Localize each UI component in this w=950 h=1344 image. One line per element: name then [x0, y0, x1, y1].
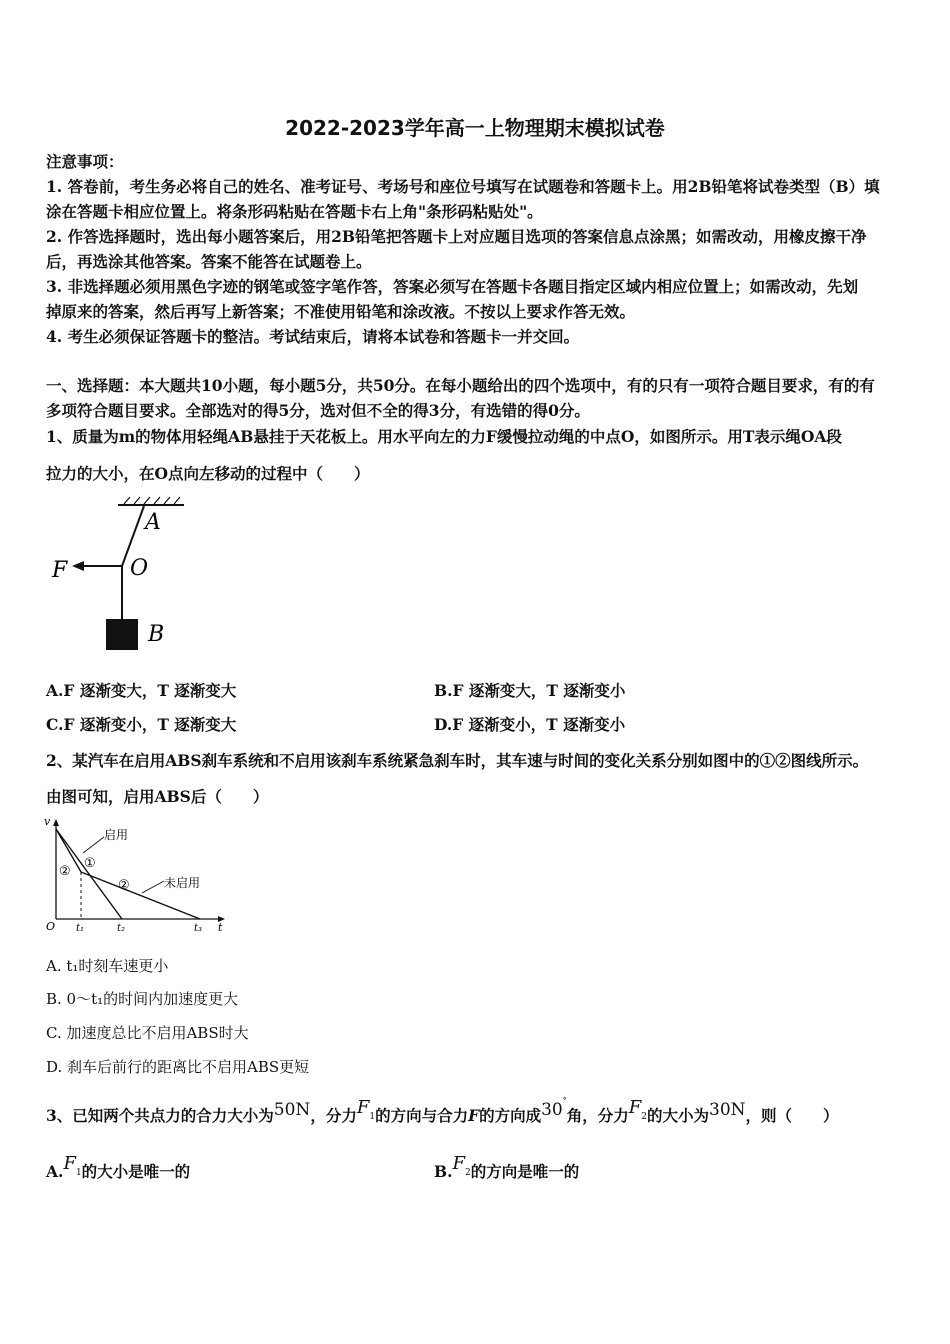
svg-text:t₁: t₁ [76, 923, 85, 934]
label-B: B [148, 622, 165, 647]
question-2-figure [44, 815, 229, 935]
q2-option-d[interactable]: D. 刹车后前行的距离比不启用ABS更短 [46, 1058, 310, 1076]
notice-line: 掉原来的答案，然后再写上新答案；不准使用铅笔和涂改液。不按以上要求作答无效。 [46, 302, 636, 321]
svg-text:t₂: t₂ [117, 923, 126, 934]
svg-text:v: v [44, 815, 51, 828]
question-1-stem: 拉力的大小，在O点向左移动的过程中（ ） [46, 464, 370, 483]
question-3-stem: 3、已知两个共点力的合力大小为50N，分力$F_1$的方向与合力F的方向成30°角，分力$F_2$的大小为30N，则（ ） [46, 1096, 839, 1126]
notice-line: 后，再选涂其他答案。答案不能答在试题卷上。 [46, 252, 372, 271]
section-intro: 多项符合题目要求。全部选对的得5分，选对但不全的得3分，有选错的得0分。 [46, 401, 590, 420]
q2-option-a[interactable]: A. t₁时刻车速更小 [46, 957, 169, 975]
svg-text:②: ② [59, 864, 71, 879]
q1-option-c[interactable]: C.F 逐渐变小，T 逐渐变大 [46, 715, 237, 734]
notice-line: 3. 非选择题必须用黑色字迹的钢笔或签字笔作答，答案必须写在答题卡各题目指定区域内相应位置上；如需改动，先划 [46, 277, 859, 296]
block-B [106, 619, 138, 650]
svg-text:t: t [218, 921, 223, 934]
question-1-stem: 1、质量为m的物体用轻绳AB悬挂于天花板上。用水平向左的力F缓慢拉动绳的中点O，如图所示。用T表示绳OA段 [46, 427, 842, 446]
svg-text:②: ② [118, 878, 130, 893]
label-enabled: 启用 [104, 828, 129, 842]
svg-text:①: ① [84, 856, 96, 871]
svg-text:O: O [46, 920, 56, 933]
page-title: 2022-2023学年高一上物理期末模拟试卷 [285, 116, 665, 140]
q2-option-b[interactable]: B. 0～t₁的时间内加速度更大 [46, 990, 239, 1008]
q2-option-c[interactable]: C. 加速度总比不启用ABS时大 [46, 1024, 249, 1042]
section-intro: 一、选择题：本大题共10小题，每小题5分，共50分。在每小题给出的四个选项中，有的只有一项符合题目要求，有的有 [46, 376, 875, 395]
svg-text:t₃: t₃ [194, 923, 203, 934]
label-O: O [130, 556, 149, 581]
q1-option-a[interactable]: A.F 逐渐变大，T 逐渐变大 [46, 681, 237, 700]
q3-option-a[interactable]: $A.F_1$的大小是唯一的 [46, 1153, 191, 1181]
q1-option-b[interactable]: B.F 逐渐变大，T 逐渐变小 [434, 681, 626, 700]
label-F: F [52, 558, 68, 583]
notice-line: 2. 作答选择题时，选出每小题答案后，用2B铅笔把答题卡上对应题目选项的答案信息点涂黑；如需改动，用橡皮擦干净 [46, 227, 867, 246]
question-2-stem: 由图可知，启用ABS后（ ） [46, 787, 269, 806]
curve-2 [56, 829, 200, 919]
q1-option-d[interactable]: D.F 逐渐变小，T 逐渐变小 [434, 715, 626, 734]
notice-line: 涂在答题卡相应位置上。将条形码粘贴在答题卡右上角"条形码粘贴处"。 [46, 202, 543, 221]
label-disabled: 未启用 [164, 876, 201, 890]
notice-heading: 注意事项： [46, 152, 124, 171]
q3-option-b[interactable]: $B.F_2$的方向是唯一的 [434, 1153, 580, 1181]
question-2-stem: 2、某汽车在启用ABS刹车系统和不启用该刹车系统紧急刹车时，其车速与时间的变化关系分别如图中的①②图线所示。 [46, 751, 869, 770]
notice-line: 4. 考生必须保证答题卡的整洁。考试结束后，请将本试卷和答题卡一并交回。 [46, 327, 580, 346]
question-1-figure [48, 495, 188, 655]
notice-line: 1. 答卷前，考生务必将自己的姓名、准考证号、考场号和座位号填写在试题卷和答题卡上。用2B铅笔将试卷类型（B）填 [46, 177, 880, 196]
label-A: A [145, 510, 161, 535]
